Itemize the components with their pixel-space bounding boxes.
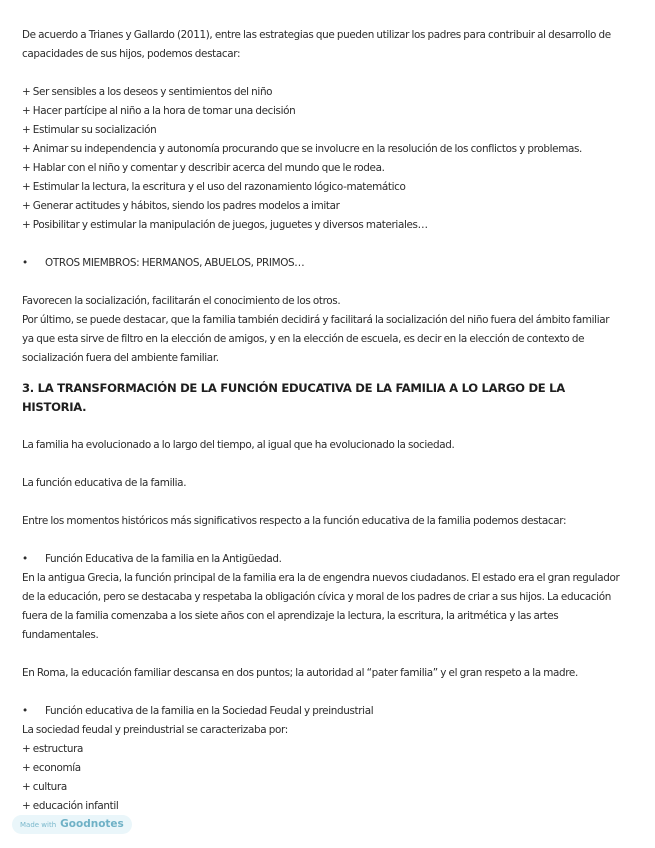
bullet-icon: • (22, 257, 28, 269)
list-item: + Animar su independencia y autonomía procurando que se involucre en la resolución de los conflictos y problemas. (22, 143, 582, 155)
others-paragraph-2: Por último, se puede destacar, que la familia también decidirá y facilitará la socialización del niño fuera del ámbito familiar ya que esta sirve de filtro en la elección de amigos, y en la elección de escuela, es decir en la elección de contexto de socialización fuera del ambiente familiar. (22, 314, 610, 364)
antiquity-bullet-line (22, 550, 622, 569)
list-item: + cultura (22, 781, 67, 793)
list-item: + educación infantil (22, 800, 119, 812)
list-item: + Posibilitar y estimular la manipulación de juegos, juguetes y diversos materiales… (22, 219, 428, 231)
list-item: + Estimular la lectura, la escritura y el uso del razonamiento lógico-matemático (22, 181, 406, 193)
list-item: + Hablar con el niño y comentar y describir acerca del mundo que le rodea. (22, 162, 385, 174)
intro-paragraph: De acuerdo a Trianes y Gallardo (2011), entre las estrategias que pueden utilizar los padres para contribuir al desarrollo de capacidades de sus hijos, podemos destacar: (22, 29, 611, 60)
feudal-intro: La sociedad feudal y preindustrial se caracterizaba por: (22, 724, 288, 736)
strategies-list (22, 83, 622, 235)
antiquity-paragraph: En la antigua Grecia, la función principal de la familia era la de engendra nuevos ciudadanos. El estado era el gran regulador de la educación, pero se destacaba y respetaba la obligación cívica y moral de los padres de criar a sus hijos. La educación fuera de la familia comenzaba a los siete años con el aprendizaje la lectura, la escritura, la aritmética y las artes fundamentales. (22, 572, 620, 641)
badge-prefix: Made with (20, 821, 57, 829)
history-paragraph-1: La familia ha evolucionado a lo largo del tiempo, al igual que ha evolucionado la sociedad. (22, 439, 455, 451)
list-item: + Estimular su socialización (22, 124, 157, 136)
list-item: + Hacer partícipe al niño a la hora de tomar una decisión (22, 105, 296, 117)
feudal-bullet-line (22, 702, 622, 721)
bullet-icon: • (22, 553, 28, 565)
others-title: OTROS MIEMBROS: HERMANOS, ABUELOS, PRIMOS… (45, 257, 305, 269)
feudal-list (22, 740, 622, 816)
rome-paragraph: En Roma, la educación familiar descansa en dos puntos; la autoridad al “pater familia” y el gran respeto a la madre. (22, 667, 578, 679)
list-item: + economía (22, 762, 81, 774)
goodnotes-badge[interactable] (12, 815, 132, 834)
document-page (22, 26, 622, 816)
list-item: + Generar actitudes y hábitos, siendo los padres modelos a imitar (22, 200, 340, 212)
others-paragraph-1: Favorecen la socialización, facilitarán el conocimiento de los otros. (22, 295, 341, 307)
antiquity-title: Función Educativa de la familia en la Antigüedad. (45, 553, 282, 565)
list-item: + Ser sensibles a los deseos y sentimientos del niño (22, 86, 273, 98)
list-item: + estructura (22, 743, 84, 755)
others-bullet-line (22, 254, 622, 273)
feudal-title: Función educativa de la familia en la Sociedad Feudal y preindustrial (45, 705, 374, 717)
bullet-icon: • (22, 705, 28, 717)
section-heading: 3. LA TRANSFORMACIÓN DE LA FUNCIÓN EDUCATIVA DE LA FAMILIA A LO LARGO DE LA HISTORIA. (22, 381, 565, 414)
history-paragraph-2: La función educativa de la familia. (22, 477, 187, 489)
goodnotes-logo: Goodnotes (60, 818, 124, 830)
history-paragraph-3: Entre los momentos históricos más significativos respecto a la función educativa de la familia podemos destacar: (22, 515, 567, 527)
